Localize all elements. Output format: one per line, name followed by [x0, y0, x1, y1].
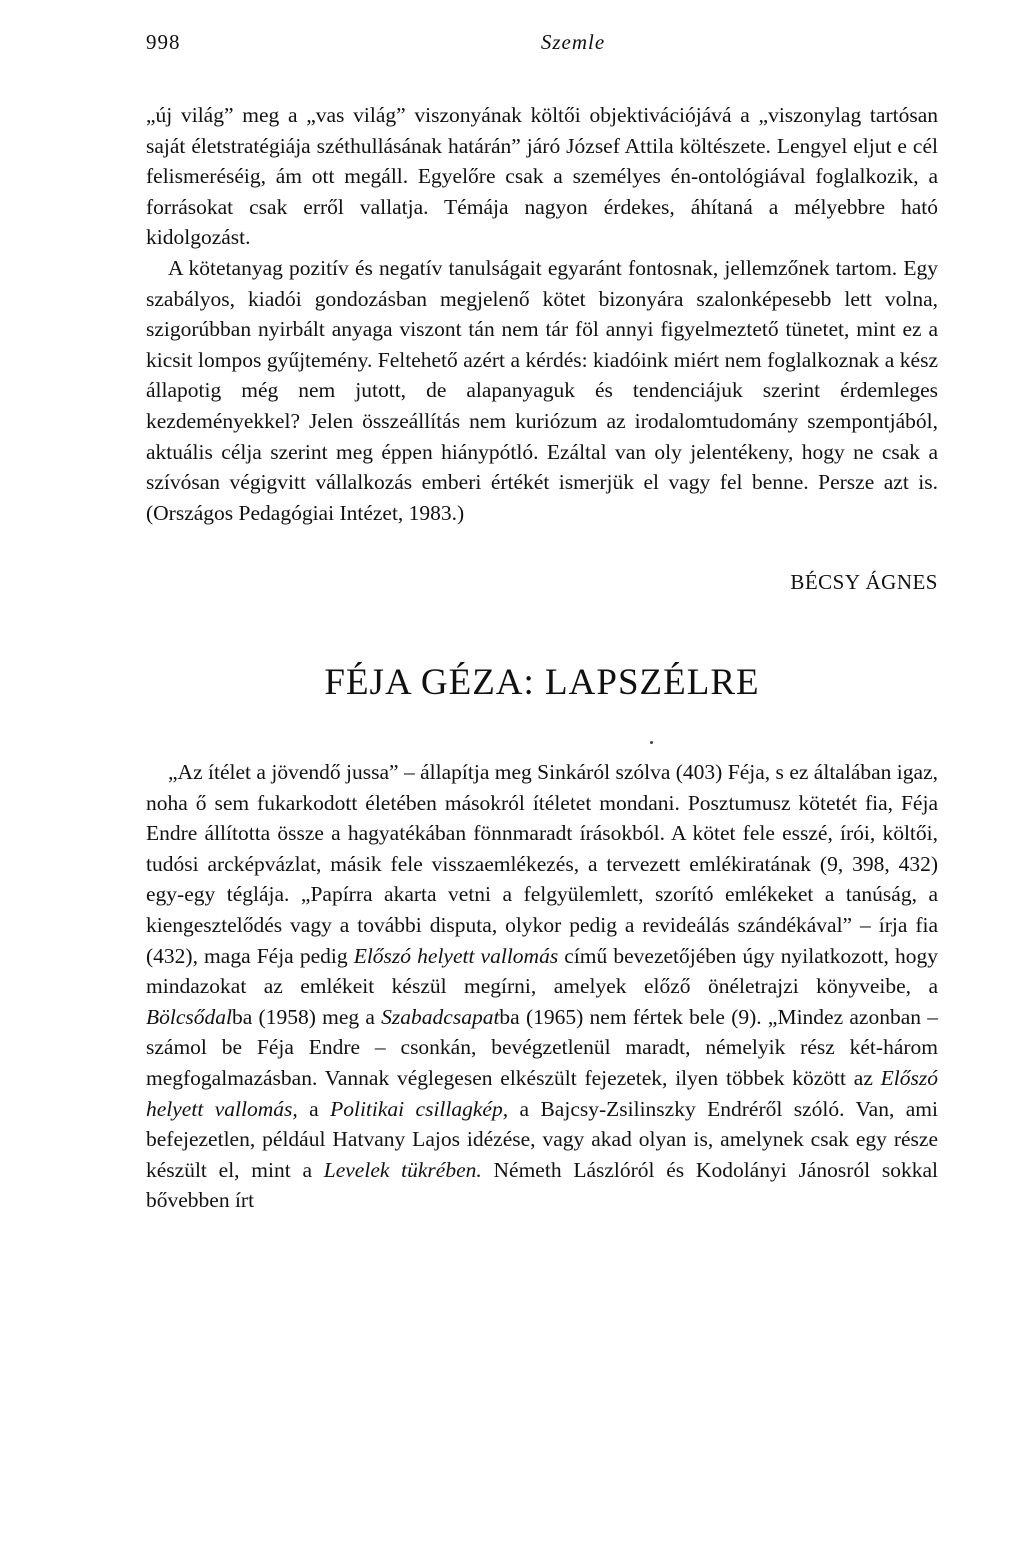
book-title: Politikai csillagkép, — [330, 1096, 509, 1121]
body-text: „Az ítélet a jövendő jussa” – állapítja meg Sinkáról szólva (403) Féja, s ez általában igaz, noha ő sem fukarkodott életében másokról ítéletet mondani. Posztumusz kötetét fia, Féja Endre állította össze a hagyatékában fönnmaradt írásokból. A kötet fele esszé, írói, költői, tudósi arcképvázlat, másik fele visszaemlékezés, a tervezett emlékiratának (9, 398, 432) egy-egy téglája. „Papírra akarta vetni a felgyülemlett, szorító emlékeket a tanúság, a kiengesztelődés vagy a további disputa, olykor pedig a revideálás szándékával” – írja fia (432), maga Féja pedig — [146, 760, 938, 968]
article-title: FÉJA GÉZA: LAPSZÉLRE — [324, 662, 760, 704]
review1-author: BÉCSY ÁGNES — [790, 570, 938, 595]
body-text: című bevezetőjében úgy nyilatkozott, hogy mindazokat az emlékeit készül megírni, amelyek előző önéletrajzi könyveibe, a — [146, 943, 938, 999]
body-text: a — [297, 1096, 331, 1121]
book-title: Levelek tükrében. — [323, 1157, 482, 1182]
page-number: 998 — [146, 30, 181, 54]
book-title: Bölcsődal — [146, 1004, 232, 1029]
book-title: Előszó helyett vallomás, — [146, 1066, 938, 1121]
book-title: Előszó helyett vallomás — [353, 943, 559, 968]
title-ornament — [146, 729, 938, 751]
review1-paragraph-2: A kötetanyag pozitív és negatív tanulságait egyaránt fontosnak, jellemzőnek tartom. Egy szabályos, kiadói gondozásban megjelenő kötet bizonyára szalonképesebb lett volna, szigorúbban nyirbált anyaga viszont tán nem tár föl annyi figyelmeztető tünetet, mint ez a kicsit lompos gyűjtemény. Feltehető azért a kérdés: kiadóink miért nem foglalkoznak a kész állapotig még nem jutott, de alapanyaguk és tendenciájuk szerint érdemleges kezdeményekkel? Jelen összeállítás nem kuriózum az irodalomtudomány szempontjából, aktuális célja szerint meg éppen hiánypótló. Ezáltal van oly jelentékeny, hogy ne csak a szívósan végigvitt vállalkozás emberi értékét ismerjük el vagy fel benne. Persze azt is. (Országos Pedagógiai Intézet, 1983.) — [146, 255, 938, 525]
running-head: Szemle — [540, 30, 606, 54]
book-title: Szabadcsapat — [381, 1004, 500, 1029]
review1-paragraph-1: „új világ” meg a „vas világ” viszonyának költői objektivációjává a „viszonylag tartósan saját életstratégiája széthullásának határán” járó József Attila költészete. Lengyel eljut e cél felismeréséig, ám ott megáll. Egyelőre csak a személyes én-ontológiával foglalkozik, a forrásokat csak erről vallatja. Témája nagyon érdekes, áhítaná a mélyebbre ható kidolgozást. — [146, 103, 938, 250]
body-text: ba (1965) nem fértek bele (9). „Mindez azonban – számol be Féja Endre – csonkán, bevégzetlenül maradt, némelyik rész két-három megfogalmazásban. Vannak véglegesen elkészült fejezetek, ilyen többek között az — [146, 1004, 939, 1091]
document-page — [146, 30, 938, 1216]
body-text: ba (1958) meg a — [232, 1004, 382, 1029]
body-text: a Bajcsy-Zsilinszky Endréről szóló. Van, ami befejezetlen, például Hatvany Lajos idézése, vagy akad olyan is, amelynek csak egy része készült el, mint a — [146, 1096, 938, 1182]
body-text: Németh Lászlóról és Kodolányi Jánosról sokkal bővebben írt — [146, 1157, 938, 1213]
review2-paragraph-1 — [146, 757, 938, 1216]
page-header — [146, 30, 938, 64]
